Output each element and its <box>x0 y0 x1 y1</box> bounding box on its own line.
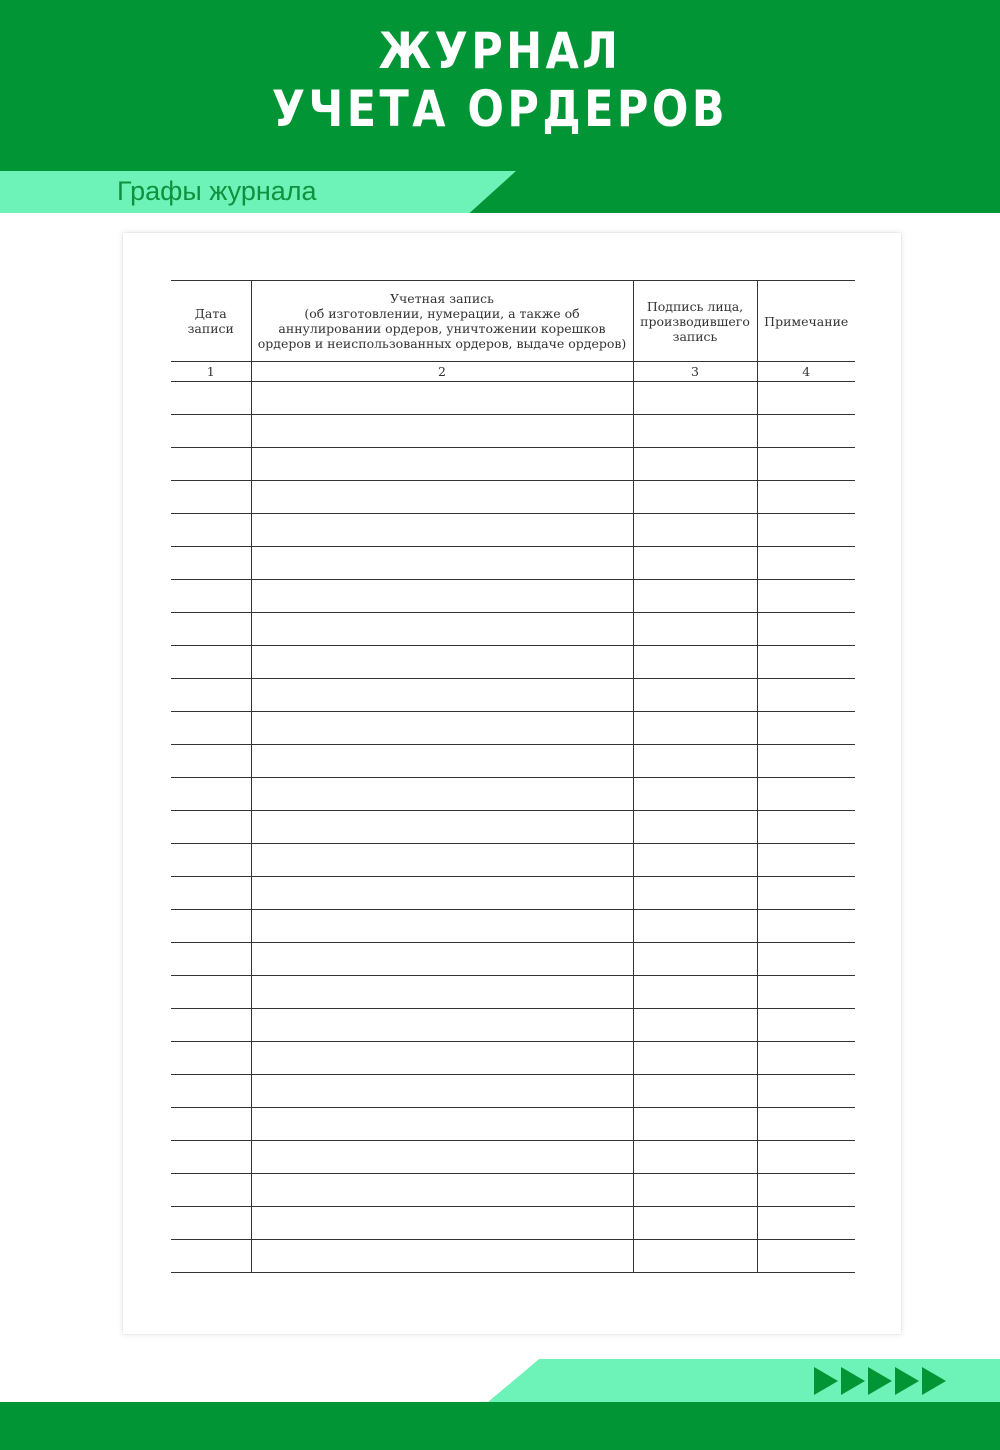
table-row <box>171 1108 855 1141</box>
title-line-2: УЧЕТА ОРДЕРОВ <box>271 80 729 138</box>
table-cell <box>633 778 757 811</box>
table-row <box>171 910 855 943</box>
table-cell <box>171 415 251 448</box>
table-row <box>171 382 855 415</box>
table-cell <box>171 580 251 613</box>
table-cell <box>251 481 633 514</box>
table-row <box>171 976 855 1009</box>
table-cell <box>171 1108 251 1141</box>
table-cell <box>251 877 633 910</box>
table-row <box>171 448 855 481</box>
table-cell <box>633 1240 757 1273</box>
table-cell <box>757 1042 855 1075</box>
journal-sheet <box>123 233 901 1334</box>
table-cell <box>757 1141 855 1174</box>
table-cell <box>633 844 757 877</box>
table-row <box>171 745 855 778</box>
table-cell <box>757 448 855 481</box>
table-cell <box>251 613 633 646</box>
table-cell <box>757 778 855 811</box>
table-cell <box>633 1075 757 1108</box>
play-arrow-icon <box>922 1367 946 1395</box>
table-cell <box>757 613 855 646</box>
table-row <box>171 1042 855 1075</box>
table-cell <box>171 1240 251 1273</box>
table-cell <box>633 1174 757 1207</box>
table-cell <box>171 1075 251 1108</box>
table-cell <box>171 547 251 580</box>
table-cell <box>171 943 251 976</box>
table-cell <box>171 745 251 778</box>
table-row <box>171 547 855 580</box>
table-cell <box>757 1075 855 1108</box>
table-cell <box>251 1042 633 1075</box>
table-row <box>171 1174 855 1207</box>
section-label: Графы журнала <box>117 176 317 206</box>
table-cell <box>633 1207 757 1240</box>
table-cell <box>251 1207 633 1240</box>
table-cell <box>251 745 633 778</box>
table-cell <box>251 580 633 613</box>
table-cell <box>171 1042 251 1075</box>
table-row <box>171 679 855 712</box>
table-cell <box>251 844 633 877</box>
table-cell <box>757 547 855 580</box>
table-cell <box>251 943 633 976</box>
table-header-row <box>171 281 855 362</box>
column-number: 2 <box>251 362 633 382</box>
next-arrows <box>814 1367 946 1397</box>
table-cell <box>633 976 757 1009</box>
table-cell <box>171 910 251 943</box>
table-cell <box>757 646 855 679</box>
play-arrow-icon <box>841 1367 865 1395</box>
table-cell <box>633 448 757 481</box>
table-cell <box>757 943 855 976</box>
table-cell <box>171 382 251 415</box>
table-cell <box>251 547 633 580</box>
table-cell <box>633 1009 757 1042</box>
table-cell <box>633 943 757 976</box>
table-cell <box>251 646 633 679</box>
table-cell <box>757 415 855 448</box>
table-cell <box>251 976 633 1009</box>
column-number: 4 <box>757 362 855 382</box>
table-cell <box>757 1207 855 1240</box>
table-cell <box>171 514 251 547</box>
table-row <box>171 646 855 679</box>
table-cell <box>633 415 757 448</box>
table-row <box>171 1207 855 1240</box>
table-cell <box>757 580 855 613</box>
table-cell <box>633 580 757 613</box>
table-cell <box>251 712 633 745</box>
play-arrow-icon <box>814 1367 838 1395</box>
table-cell <box>633 877 757 910</box>
table-cell <box>757 811 855 844</box>
journal-table <box>171 280 855 1273</box>
table-cell <box>251 382 633 415</box>
table-cell <box>757 1108 855 1141</box>
table-cell <box>251 1141 633 1174</box>
table-cell <box>251 811 633 844</box>
table-cell <box>757 679 855 712</box>
table-row <box>171 811 855 844</box>
play-arrow-icon <box>868 1367 892 1395</box>
table-row <box>171 415 855 448</box>
table-cell <box>633 745 757 778</box>
table-cell <box>171 1174 251 1207</box>
play-arrow-icon <box>895 1367 919 1395</box>
table-cell <box>633 547 757 580</box>
table-cell <box>757 745 855 778</box>
table-cell <box>171 448 251 481</box>
table-cell <box>633 1141 757 1174</box>
table-cell <box>171 481 251 514</box>
table-row <box>171 844 855 877</box>
table-cell <box>757 712 855 745</box>
column-header-note: Примечание <box>757 281 855 362</box>
column-header-date: Дата записи <box>171 281 251 362</box>
table-row <box>171 1075 855 1108</box>
table-cell <box>171 613 251 646</box>
table-cell <box>633 811 757 844</box>
table-cell <box>757 877 855 910</box>
table-cell <box>251 778 633 811</box>
table-cell <box>171 1009 251 1042</box>
table-cell <box>633 1108 757 1141</box>
table-row <box>171 1009 855 1042</box>
table-cell <box>171 811 251 844</box>
column-header-signature: Подпись лица, производившего запись <box>633 281 757 362</box>
table-cell <box>171 646 251 679</box>
table-row <box>171 1240 855 1273</box>
column-number-row <box>171 362 855 382</box>
table-row <box>171 580 855 613</box>
table-cell <box>633 382 757 415</box>
table-cell <box>251 514 633 547</box>
table-cell <box>251 1240 633 1273</box>
table-row <box>171 943 855 976</box>
table-cell <box>251 1009 633 1042</box>
table-cell <box>171 1141 251 1174</box>
table-cell <box>757 1240 855 1273</box>
table-row <box>171 481 855 514</box>
table-cell <box>251 1174 633 1207</box>
table-cell <box>171 844 251 877</box>
table-cell <box>757 382 855 415</box>
title-line-1: ЖУРНАЛ <box>378 22 622 80</box>
page-title <box>70 22 930 138</box>
table-row <box>171 877 855 910</box>
table-cell <box>757 910 855 943</box>
table-cell <box>251 1075 633 1108</box>
table-cell <box>757 514 855 547</box>
table-cell <box>633 613 757 646</box>
table-cell <box>633 910 757 943</box>
table-cell <box>633 646 757 679</box>
table-row <box>171 514 855 547</box>
table-cell <box>633 481 757 514</box>
table-cell <box>633 679 757 712</box>
column-number: 1 <box>171 362 251 382</box>
table-row <box>171 712 855 745</box>
table-cell <box>757 844 855 877</box>
table-cell <box>633 712 757 745</box>
table-row <box>171 778 855 811</box>
table-cell <box>757 1009 855 1042</box>
table-cell <box>171 1207 251 1240</box>
column-number: 3 <box>633 362 757 382</box>
column-header-entry: Учетная запись (об изготовлении, нумерации, а также об аннулировании ордеров, уничтожении корешков ордеров и неиспользованных ордеров, выдаче ордеров) <box>251 281 633 362</box>
table-cell <box>251 1108 633 1141</box>
table-cell <box>171 976 251 1009</box>
table-row <box>171 1141 855 1174</box>
table-cell <box>757 976 855 1009</box>
table-cell <box>757 481 855 514</box>
table-cell <box>251 415 633 448</box>
table-cell <box>251 910 633 943</box>
table-cell <box>633 514 757 547</box>
table-cell <box>251 448 633 481</box>
table-cell <box>171 712 251 745</box>
table-cell <box>633 1042 757 1075</box>
table-cell <box>251 679 633 712</box>
table-row <box>171 613 855 646</box>
table-cell <box>171 679 251 712</box>
table-cell <box>757 1174 855 1207</box>
table-cell <box>171 778 251 811</box>
table-cell <box>171 877 251 910</box>
footer-band <box>0 1402 1000 1450</box>
